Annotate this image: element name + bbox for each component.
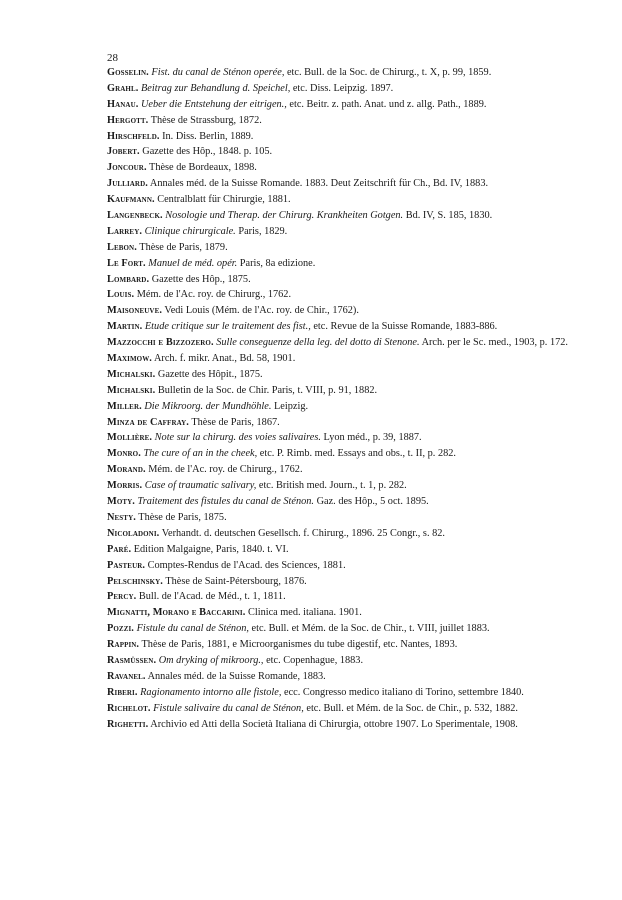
entry-author: Nicoladoni. bbox=[107, 527, 160, 539]
entry-author: Jobert. bbox=[107, 146, 140, 158]
entry-author: Kaufmann. bbox=[107, 194, 155, 206]
entry-author: Ravanel. bbox=[107, 670, 146, 682]
bibliography-entry bbox=[107, 336, 575, 350]
entry-details: Thèse de Paris, 1879. bbox=[139, 241, 228, 253]
entry-author: Louis. bbox=[107, 289, 135, 301]
entry-title: Die Mikroorg. der Mundhöhle. bbox=[144, 400, 272, 412]
entry-details: Thèse de Saint-Pétersbourg, 1876. bbox=[165, 575, 307, 587]
bibliography-entry bbox=[107, 495, 575, 509]
bibliography-entry bbox=[107, 98, 575, 112]
entry-author: Maisoneuve. bbox=[107, 305, 163, 317]
entry-author: Morris. bbox=[107, 480, 143, 492]
entry-title: The cure of an in the cheek, bbox=[143, 448, 258, 460]
entry-title: Traitement des fistules du canal de Sténon. bbox=[137, 496, 315, 508]
bibliography-entry bbox=[107, 702, 575, 716]
entry-author: Larrey. bbox=[107, 225, 143, 237]
entry-details: etc. Diss. Leipzig. 1897. bbox=[292, 82, 394, 94]
bibliography-entry bbox=[107, 670, 575, 684]
bibliography-entry bbox=[107, 304, 575, 318]
entry-author: Lebon. bbox=[107, 241, 137, 253]
entry-details: Mém. de l'Ac. roy. de Chirurg., 1762. bbox=[136, 289, 292, 301]
entry-author: Hanau. bbox=[107, 98, 139, 110]
bibliography-entry bbox=[107, 384, 575, 398]
entry-details: Gazette des Hôp., 1848. p. 105. bbox=[142, 146, 273, 158]
entry-details: Paris, 8a edizione. bbox=[239, 257, 316, 269]
entry-author: Rappin. bbox=[107, 639, 140, 651]
bibliography-entry bbox=[107, 177, 575, 191]
entry-details: Vedi Louis (Mém. de l'Ac. roy. de Chir., 1762). bbox=[164, 305, 359, 317]
bibliography-entry bbox=[107, 590, 575, 604]
entry-title: Ueber die Entstehung der eitrigen., bbox=[140, 98, 287, 110]
bibliography-entry bbox=[107, 575, 575, 589]
entry-details: Bd. IV, S. 185, 1830. bbox=[405, 210, 493, 222]
entry-details: Arch. f. mikr. Anat., Bd. 58, 1901. bbox=[154, 353, 296, 365]
entry-author: Martin. bbox=[107, 321, 143, 333]
entry-details: Thèse de Paris, 1867. bbox=[191, 416, 280, 428]
bibliography-entry bbox=[107, 654, 575, 668]
bibliography-entry bbox=[107, 686, 575, 700]
entry-details: Paris, 1829. bbox=[238, 225, 288, 237]
bibliography-entry bbox=[107, 66, 575, 80]
entry-details: etc. Bull. et Mém. de la Soc. de Chir., t. VIII, juillet 1883. bbox=[251, 623, 490, 635]
entry-author: Mignatti, Morano e Baccarini. bbox=[107, 607, 246, 619]
entry-author: Miller. bbox=[107, 400, 142, 412]
entry-author: Michalski. bbox=[107, 368, 156, 380]
entry-author: Gosselin. bbox=[107, 67, 149, 78]
entry-author: Riberi. bbox=[107, 686, 138, 698]
entry-title: Beitrag zur Behandlung d. Speichel, bbox=[141, 82, 291, 94]
entry-author: Hirschfeld. bbox=[107, 130, 160, 142]
entry-details: Edition Malgaigne, Paris, 1840. t. VI. bbox=[133, 543, 289, 555]
entry-author: Julliard. bbox=[107, 178, 148, 190]
bibliography-entry bbox=[107, 288, 575, 302]
bibliography-entry bbox=[107, 416, 575, 430]
entry-author: Maximow. bbox=[107, 353, 152, 365]
entry-details: etc. Bull. et Mém. de la Soc. de Chir., p. 532, 1882. bbox=[306, 702, 519, 714]
entry-title: Fist. du canal de Sténon operée, bbox=[151, 67, 285, 78]
bibliography-entry bbox=[107, 606, 575, 620]
bibliography-entry bbox=[107, 527, 575, 541]
bibliography-entry bbox=[107, 511, 575, 525]
entry-title: Case of traumatic salivary, bbox=[144, 480, 257, 492]
entry-author: Mazzocchi e Bizzozero. bbox=[107, 337, 214, 349]
entry-details: etc. British med. Journ., t. 1, p. 282. bbox=[258, 480, 407, 492]
entry-details: Thèse de Paris, 1881, e Microorganismes du tube digestif, etc. Nantes, 1893. bbox=[141, 639, 458, 651]
bibliography-entry bbox=[107, 718, 575, 732]
entry-title: Om dryking of mikroorg., bbox=[158, 654, 264, 666]
bibliography-entry bbox=[107, 145, 575, 159]
entry-details: etc. Copenhague, 1883. bbox=[266, 654, 364, 666]
bibliography-entry bbox=[107, 273, 575, 287]
entry-author: Nesty. bbox=[107, 511, 136, 523]
entry-details: Bull. de l'Acad. de Méd., t. 1, 1811. bbox=[138, 591, 286, 603]
entry-details: Bulletin de la Soc. de Chir. Paris, t. VIII, p. 91, 1882. bbox=[157, 384, 378, 396]
entry-author: Langenbeck. bbox=[107, 210, 163, 222]
entry-author: Paré. bbox=[107, 543, 132, 555]
entry-title: Sulle conseguenze della leg. del dotto di Stenone. bbox=[216, 337, 420, 349]
entry-author: Le Fort. bbox=[107, 257, 146, 269]
bibliography-entry bbox=[107, 352, 575, 366]
bibliography-entry bbox=[107, 479, 575, 493]
entry-author: Pasteur. bbox=[107, 559, 146, 571]
bibliography-entry bbox=[107, 82, 575, 96]
entry-details: Leipzig. bbox=[274, 400, 309, 412]
entry-details: Gazette des Hôpit., 1875. bbox=[157, 368, 263, 380]
bibliography-entry bbox=[107, 209, 575, 223]
bibliography-entry bbox=[107, 193, 575, 207]
bibliography-entry bbox=[107, 320, 575, 334]
entry-details: etc. Revue de la Suisse Romande, 1883-886. bbox=[313, 321, 498, 333]
entry-details: Annales méd. de la Suisse Romande, 1883. bbox=[147, 670, 326, 682]
entry-title: Manuel de méd. opér. bbox=[148, 257, 238, 269]
entry-author: Lombard. bbox=[107, 273, 150, 285]
entry-details: Centralblatt für Chirurgie, 1881. bbox=[157, 194, 291, 206]
bibliography-entry bbox=[107, 257, 575, 271]
entry-details: In. Diss. Berlin, 1889. bbox=[162, 130, 254, 142]
entry-author: Pelschinsky. bbox=[107, 575, 163, 587]
entry-author: Joncour. bbox=[107, 162, 147, 174]
entry-details: Arch. per le Sc. med., 1903, p. 172. bbox=[421, 337, 568, 349]
entry-details: Archivio ed Atti della Società Italiana di Chirurgia, ottobre 1907. Lo Sperimentale, 1908. bbox=[150, 718, 518, 730]
bibliography-entry bbox=[107, 400, 575, 414]
entry-author: Michalski. bbox=[107, 384, 156, 396]
entry-title: Note sur la chirurg. des voies salivaires. bbox=[154, 432, 321, 444]
entry-title: Etude critique sur le traitement des fist., bbox=[144, 321, 311, 333]
entry-details: ecc. Congresso medico italiano di Torino, settembre 1840. bbox=[284, 686, 524, 698]
entry-details: Thèse de Paris, 1875. bbox=[138, 511, 227, 523]
bibliography-entry bbox=[107, 431, 575, 445]
entry-details: etc. Bull. de la Soc. de Chirurg., t. X, p. 99, 1859. bbox=[286, 67, 492, 78]
bibliography-list bbox=[107, 66, 575, 733]
entry-title: Ragionamento intorno alle fistole, bbox=[140, 686, 282, 698]
entry-author: Mollière. bbox=[107, 432, 153, 444]
entry-author: Hergott. bbox=[107, 114, 149, 126]
bibliography-entry bbox=[107, 559, 575, 573]
entry-author: Righetti. bbox=[107, 718, 149, 730]
entry-title: Fistule salivaire du canal de Sténon, bbox=[153, 702, 304, 714]
entry-details: Gaz. des Hôp., 5 oct. 1895. bbox=[316, 496, 429, 508]
entry-details: Annales méd. de la Suisse Romande. 1883. Deut Zeitschrift für Ch., Bd. IV, 1883. bbox=[149, 178, 489, 190]
bibliography-entry bbox=[107, 543, 575, 557]
entry-author: Moty. bbox=[107, 496, 135, 508]
bibliography-entry bbox=[107, 130, 575, 144]
bibliography-entry bbox=[107, 114, 575, 128]
entry-details: Thèse de Strassburg, 1872. bbox=[150, 114, 262, 126]
entry-author: Richelot. bbox=[107, 702, 151, 714]
entry-author: Rasmüssen. bbox=[107, 654, 157, 666]
bibliography-entry bbox=[107, 225, 575, 239]
entry-author: Grahl. bbox=[107, 82, 139, 94]
bibliography-entry bbox=[107, 368, 575, 382]
entry-details: Comptes-Rendus de l'Acad. des Sciences, 1881. bbox=[147, 559, 346, 571]
bibliography-entry bbox=[107, 447, 575, 461]
entry-details: Thèse de Bordeaux, 1898. bbox=[149, 162, 257, 174]
entry-author: Monro. bbox=[107, 448, 141, 460]
entry-details: Gazette des Hôp., 1875. bbox=[151, 273, 251, 285]
entry-title: Nosologie und Therap. der Chirurg. Krankheiten Gotgen. bbox=[165, 210, 404, 222]
bibliography-entry bbox=[107, 161, 575, 175]
entry-title: Fistule du canal de Sténon, bbox=[136, 623, 249, 635]
entry-author: Morand. bbox=[107, 464, 146, 476]
entry-title: Clinique chirurgicale. bbox=[144, 225, 236, 237]
entry-author: Percy. bbox=[107, 591, 137, 603]
entry-details: Lyon méd., p. 39, 1887. bbox=[323, 432, 422, 444]
entry-details: Mém. de l'Ac. roy. de Chirurg., 1762. bbox=[148, 464, 303, 476]
entry-details: etc. Beitr. z. path. Anat. und z. allg. Path., 1889. bbox=[289, 98, 487, 110]
bibliography-entry bbox=[107, 622, 575, 636]
entry-details: etc. P. Rimb. med. Essays and obs., t. II, p. 282. bbox=[259, 448, 456, 460]
entry-author: Minza de Caffray. bbox=[107, 416, 189, 428]
bibliography-entry bbox=[107, 638, 575, 652]
bibliography-entry bbox=[107, 241, 575, 255]
page-number: 28 bbox=[107, 52, 118, 64]
bibliography-entry bbox=[107, 463, 575, 477]
entry-details: Clinica med. italiana. 1901. bbox=[247, 607, 362, 619]
entry-details: Verhandt. d. deutschen Gesellsch. f. Chirurg., 1896. 25 Congr., s. 82. bbox=[161, 527, 445, 539]
entry-author: Pozzi. bbox=[107, 623, 134, 635]
